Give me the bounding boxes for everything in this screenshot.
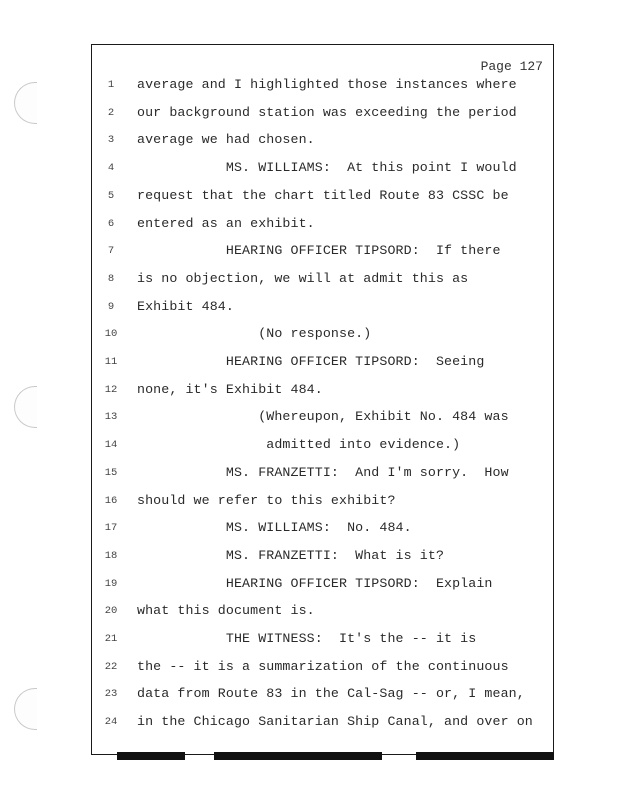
line-number: 13 (104, 411, 118, 424)
line-number: 24 (104, 716, 118, 729)
line-number: 18 (104, 549, 118, 562)
line-number: 22 (104, 660, 118, 673)
line-number: 1 (107, 79, 115, 91)
binder-hole-bottom (14, 688, 37, 730)
transcript-line: Exhibit 484. (137, 298, 234, 314)
transcript-line: HEARING OFFICER TIPSORD: Seeing (137, 354, 485, 369)
transcript-line: MS. WILLIAMS: No. 484. (137, 520, 412, 536)
transcript-line: MS. WILLIAMS: At this point I would (137, 160, 517, 176)
transcript-line: MS. FRANZETTI: What is it? (137, 547, 445, 563)
line-number: 9 (107, 300, 115, 313)
transcript-line: entered as an exhibit. (137, 215, 315, 231)
transcript-line: (No response.) (137, 326, 372, 342)
transcript-line: in the Chicago Sanitarian Ship Canal, and over on (137, 714, 533, 730)
line-number: 4 (107, 162, 115, 175)
line-number: 5 (107, 189, 115, 202)
transcript-line: data from Route 83 in the Cal-Sag -- or, I mean, (137, 686, 525, 702)
line-number: 20 (104, 605, 118, 618)
transcript-line: what this document is. (137, 603, 315, 619)
transcript-line: MS. FRANZETTI: And I'm sorry. How (137, 464, 509, 480)
transcript-line: none, it's Exhibit 484. (137, 381, 323, 397)
line-number: 12 (104, 383, 118, 396)
binder-hole-top (14, 82, 37, 124)
transcript-line: average we had chosen. (137, 132, 315, 148)
line-number: 3 (107, 134, 115, 147)
bottom-bar-segment (214, 752, 382, 760)
line-number: 8 (107, 272, 115, 285)
transcript-line: HEARING OFFICER TIPSORD: Explain (137, 575, 493, 591)
transcript-line: our background station was exceeding the period (137, 104, 517, 120)
line-number: 17 (104, 522, 118, 535)
transcript-line: average and I highlighted those instances where (137, 77, 517, 92)
line-number: 10 (104, 328, 118, 341)
transcript-line: admitted into evidence.) (137, 437, 461, 453)
line-number: 7 (107, 245, 115, 258)
line-number: 21 (104, 633, 118, 645)
line-number: 23 (104, 688, 118, 701)
transcript-page (91, 44, 554, 755)
line-number: 14 (104, 439, 118, 452)
bottom-bar-segment (117, 752, 185, 760)
line-number: 2 (107, 106, 115, 119)
page-number: Page 127 (480, 59, 543, 74)
line-number: 6 (107, 217, 115, 230)
line-number: 16 (104, 494, 118, 507)
binder-hole-middle (14, 386, 37, 428)
transcript-line: THE WITNESS: It's the -- it is (137, 631, 477, 646)
line-number: 15 (104, 466, 118, 479)
transcript-line: should we refer to this exhibit? (137, 492, 396, 508)
transcript-line: HEARING OFFICER TIPSORD: If there (137, 243, 501, 259)
transcript-line: is no objection, we will at admit this as (137, 270, 469, 286)
line-number: 19 (104, 577, 118, 590)
line-number: 11 (104, 356, 118, 368)
transcript-line: (Whereupon, Exhibit No. 484 was (137, 409, 509, 425)
transcript-line: the -- it is a summarization of the continuous (137, 658, 509, 674)
transcript-line: request that the chart titled Route 83 CSSC be (137, 187, 509, 203)
bottom-bar-segment (416, 752, 554, 760)
